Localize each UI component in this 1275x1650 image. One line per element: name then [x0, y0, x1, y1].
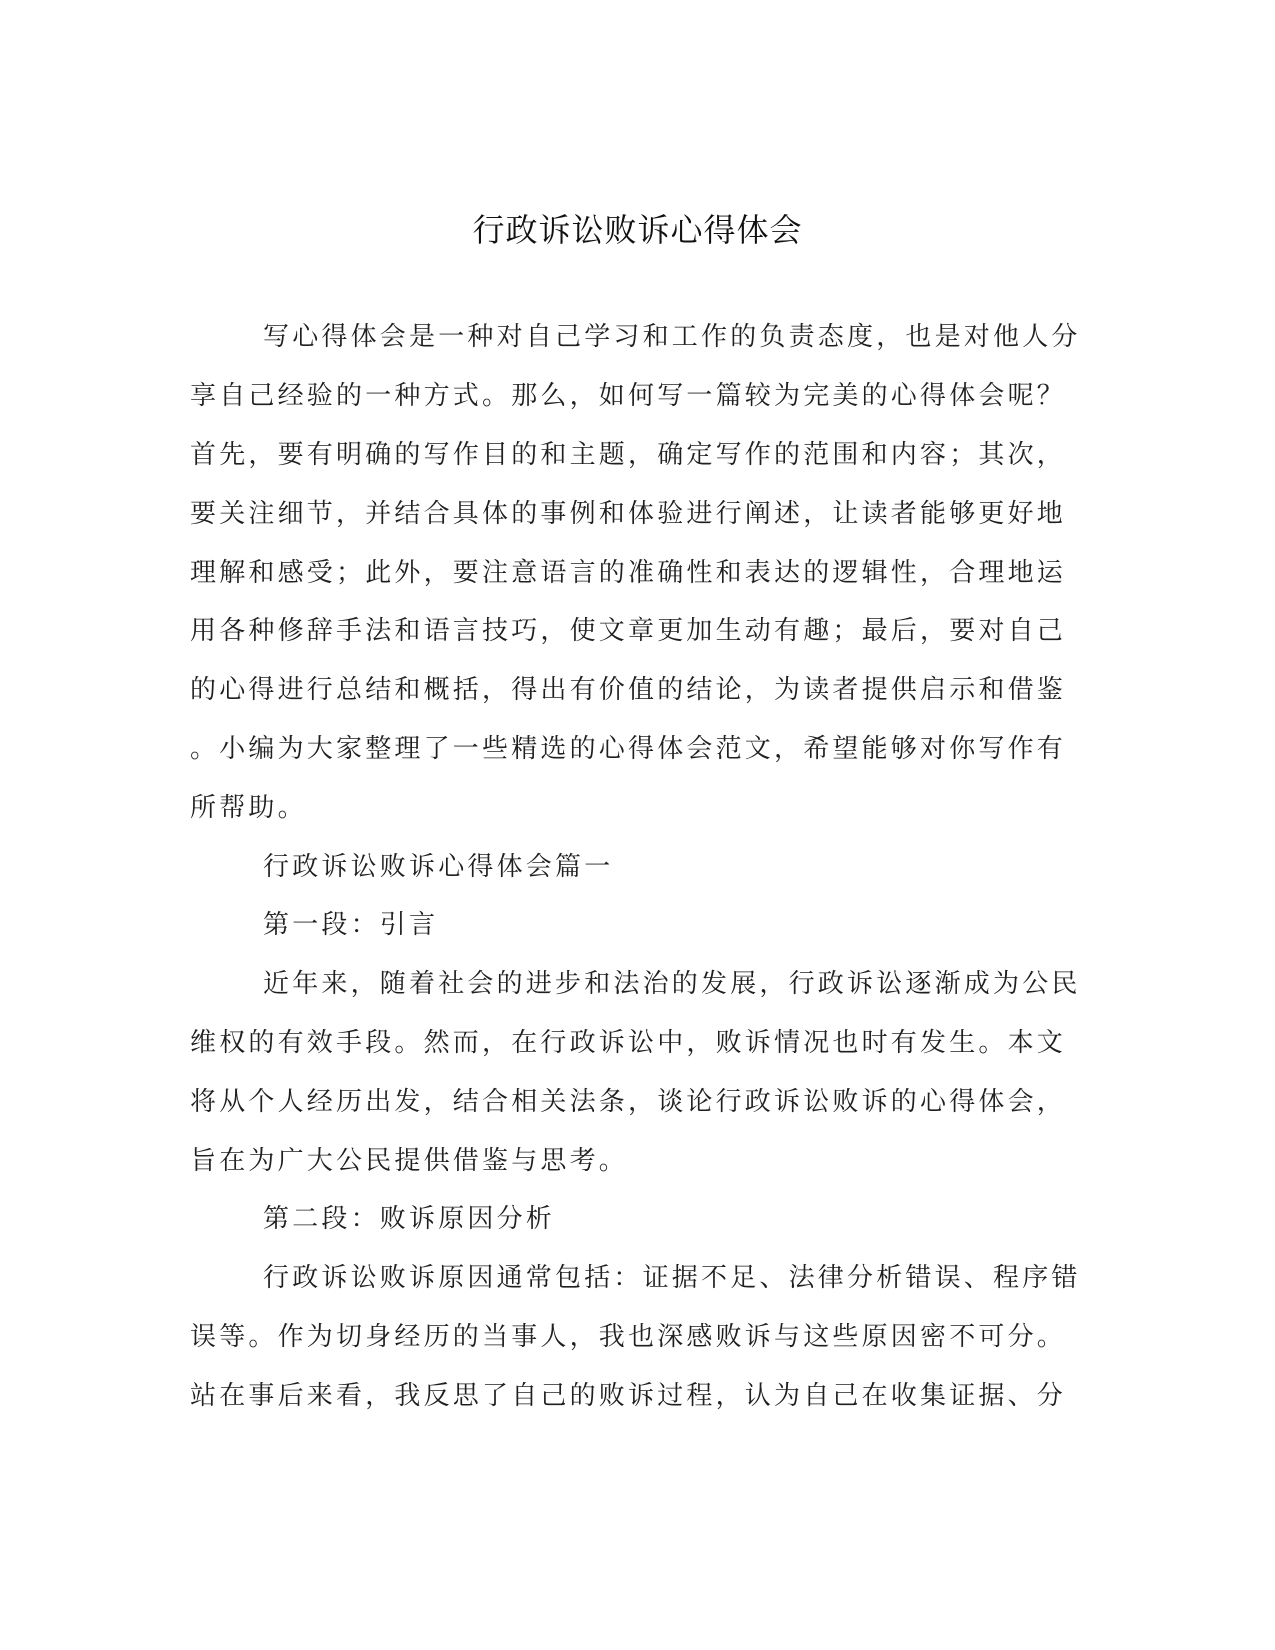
document-title: 行政诉讼败诉心得体会	[472, 211, 803, 249]
section-heading: 行政诉讼败诉心得体会篇一	[263, 852, 614, 882]
body-line: 维权的有效手段。然而，在行政诉讼中，败诉情况也时有发生。本文	[190, 1028, 1067, 1058]
section-subheading: 第一段：引言	[263, 910, 439, 940]
body-line: 首先，要有明确的写作目的和主题，确定写作的范围和内容；其次，	[190, 440, 1067, 470]
body-line: 近年来，随着社会的进步和法治的发展，行政诉讼逐渐成为公民	[263, 969, 1081, 999]
body-line: 要关注细节，并结合具体的事例和体验进行阐述，让读者能够更好地	[190, 499, 1067, 529]
body-line: 理解和感受；此外，要注意语言的准确性和表达的逻辑性，合理地运	[190, 558, 1067, 588]
body-line: 的心得进行总结和概括，得出有价值的结论，为读者提供启示和借鉴	[190, 675, 1067, 705]
body-line: 。小编为大家整理了一些精选的心得体会范文，希望能够对你写作有	[190, 734, 1067, 764]
body-line: 将从个人经历出发，结合相关法条，谈论行政诉讼败诉的心得体会，	[190, 1087, 1067, 1117]
body-line: 旨在为广大公民提供借鉴与思考。	[190, 1146, 629, 1176]
body-line: 用各种修辞手法和语言技巧，使文章更加生动有趣；最后，要对自己	[190, 616, 1067, 646]
body-line: 享自己经验的一种方式。那么，如何写一篇较为完美的心得体会呢？	[190, 381, 1067, 411]
body-line: 误等。作为切身经历的当事人，我也深感败诉与这些原因密不可分。	[190, 1322, 1067, 1352]
body-line: 站在事后来看，我反思了自己的败诉过程，认为自己在收集证据、分	[190, 1381, 1067, 1411]
section-subheading: 第二段：败诉原因分析	[263, 1204, 556, 1234]
body-line: 行政诉讼败诉原因通常包括：证据不足、法律分析错误、程序错	[263, 1263, 1081, 1293]
body-line: 所帮助。	[190, 793, 307, 823]
body-line: 写心得体会是一种对自己学习和工作的负责态度，也是对他人分	[263, 322, 1081, 352]
